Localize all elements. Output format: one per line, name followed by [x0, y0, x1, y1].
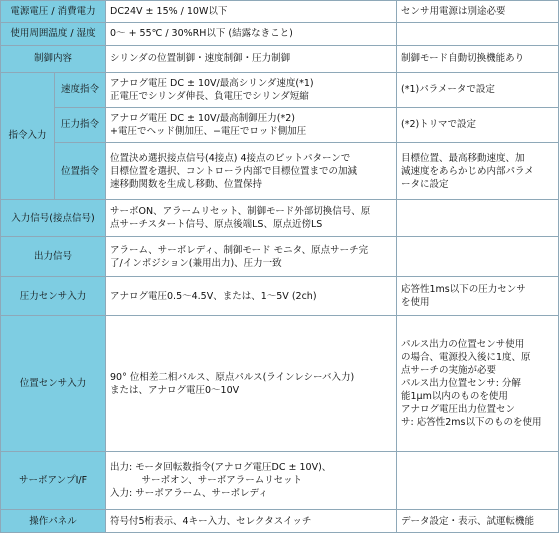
panel-label: 操作パネル — [1, 510, 106, 533]
servo-amp-line: 出力: モータ回転数指令(アナログ電圧DC ± 10V)、 — [110, 462, 332, 474]
panel-value: 符号付5桁表示、4キー入力、セレクタスイッチ — [106, 510, 397, 533]
table-row-servo-amp — [1, 452, 559, 510]
input-signal-line: サーボON、アラームリセット、制御モード外部切換信号、原 — [110, 206, 371, 218]
pressure-command-value — [106, 107, 397, 142]
environment-value: 0〜 + 55℃ / 30%RH以下 (結露なきこと) — [106, 22, 397, 45]
output-signal-note — [397, 237, 559, 276]
pressure-sensor-note-line: 応答性1ms以下の圧力センサ — [401, 284, 526, 295]
table-row-input-signal — [1, 200, 559, 237]
position-sensor-line: または、アナログ電圧0〜10V — [110, 384, 240, 396]
pressure-sensor-value: アナログ電圧0.5〜4.5V、または、1〜5V (2ch) — [106, 276, 397, 315]
pressure-sensor-label: 圧力センサ入力 — [1, 276, 106, 315]
position-command-note-line: 目標位置、最高移動速度、加 — [401, 152, 525, 164]
control-label: 制御内容 — [1, 45, 106, 72]
pressure-command-label: 圧力指令 — [55, 107, 106, 142]
power-value: DC24V ± 15% / 10W以下 — [106, 1, 397, 23]
table-row-environment — [1, 22, 559, 45]
position-sensor-label: 位置センサ入力 — [1, 316, 106, 452]
table-row-speed-command — [1, 72, 559, 107]
table-row-power — [1, 1, 559, 23]
pressure-command-line: +電圧でヘッド側加圧、−電圧でロッド側加圧 — [110, 125, 307, 137]
position-sensor-value — [106, 316, 397, 452]
panel-note: データ設定・表示、試運転機能 — [397, 510, 559, 533]
input-signal-line: 点サーチスタート信号、原点後端LS、原点近傍LS — [110, 219, 323, 231]
table-row-pressure-command — [1, 107, 559, 142]
position-sensor-note-line: の場合、電源投入後に1度、原 — [401, 352, 531, 364]
position-command-note-line: ータに設定 — [401, 178, 449, 190]
position-command-value — [106, 143, 397, 200]
speed-command-label: 速度指令 — [55, 72, 106, 107]
pressure-sensor-note-line: を使用 — [401, 297, 430, 308]
position-sensor-note-line: 能1μm以内のものを使用 — [401, 391, 508, 403]
position-sensor-note-line: サ: 応答性2ms以下のものを使用 — [401, 417, 542, 429]
power-note: センサ用電源は別途必要 — [397, 1, 559, 23]
table-row-output-signal — [1, 237, 559, 276]
pressure-command-line: アナログ電圧 DC ± 10V/最高制御圧力(*2) — [110, 112, 295, 124]
output-signal-line: アラーム、サーボレディ、制御モード モニタ、原点サーチ完 — [110, 244, 369, 256]
position-sensor-line: 90° 位相差二相パルス、原点パルス(ラインレシーバ入力) — [110, 371, 355, 383]
position-sensor-note-line: パルス出力位置センサ: 分解 — [401, 378, 521, 390]
control-value: シリンダの位置制御・速度制御・圧力制御 — [106, 45, 397, 72]
position-sensor-note-line: 点サーチの実施が必要 — [401, 365, 497, 377]
servo-amp-line: 入力: サーボアラーム、サーボレディ — [110, 488, 268, 500]
input-signal-note — [397, 200, 559, 237]
table-row-panel — [1, 510, 559, 533]
servo-amp-line: サーボオン、サーボアラームリセット — [110, 475, 303, 487]
input-signal-label: 入力信号(接点信号) — [1, 200, 106, 237]
speed-command-note: (*1)パラメータで設定 — [397, 72, 559, 107]
environment-label: 使用周囲温度 / 湿度 — [1, 22, 106, 45]
output-signal-label: 出力信号 — [1, 237, 106, 276]
servo-amp-value — [106, 452, 397, 510]
position-command-note — [397, 143, 559, 200]
position-command-note-line: 減速度をあらかじめ内部パラメ — [401, 165, 534, 177]
table-row-pressure-sensor — [1, 276, 559, 315]
position-sensor-note — [397, 316, 559, 452]
environment-note — [397, 22, 559, 45]
position-sensor-note-line: パルス出力の位置センサ使用 — [401, 339, 525, 351]
output-signal-line: 了/インポジション(兼用出力)、圧力一致 — [110, 257, 282, 269]
position-command-line: 速移動関数を生成し移動、位置保持 — [110, 178, 263, 190]
input-signal-value — [106, 200, 397, 237]
pressure-sensor-note — [397, 276, 559, 315]
position-command-line: 目標位置を選択、コントローラ内部で目標位置までの加減 — [110, 165, 358, 177]
output-signal-value — [106, 237, 397, 276]
speed-command-line: 正電圧でシリンダ伸長、負電圧でシリンダ短縮 — [110, 90, 309, 102]
control-note: 制御モード自動切換機能あり — [397, 45, 559, 72]
position-command-label: 位置指令 — [55, 143, 106, 200]
command-input-label: 指令入力 — [1, 72, 55, 200]
position-sensor-note-line: アナログ電圧出力位置セン — [401, 404, 516, 416]
table-row-position-sensor — [1, 316, 559, 452]
table-row-control — [1, 45, 559, 72]
pressure-command-note: (*2)トリマで設定 — [397, 107, 559, 142]
speed-command-line: アナログ電圧 DC ± 10V/最高シリンダ速度(*1) — [110, 77, 314, 89]
servo-amp-note — [397, 452, 559, 510]
position-command-line: 位置決め選択接点信号(4接点) 4接点のビットパターンで — [110, 152, 351, 164]
table-row-position-command — [1, 143, 559, 200]
servo-amp-label: サーボアンプI/F — [1, 452, 106, 510]
power-label: 電源電圧 / 消費電力 — [1, 1, 106, 23]
speed-command-value — [106, 72, 397, 107]
